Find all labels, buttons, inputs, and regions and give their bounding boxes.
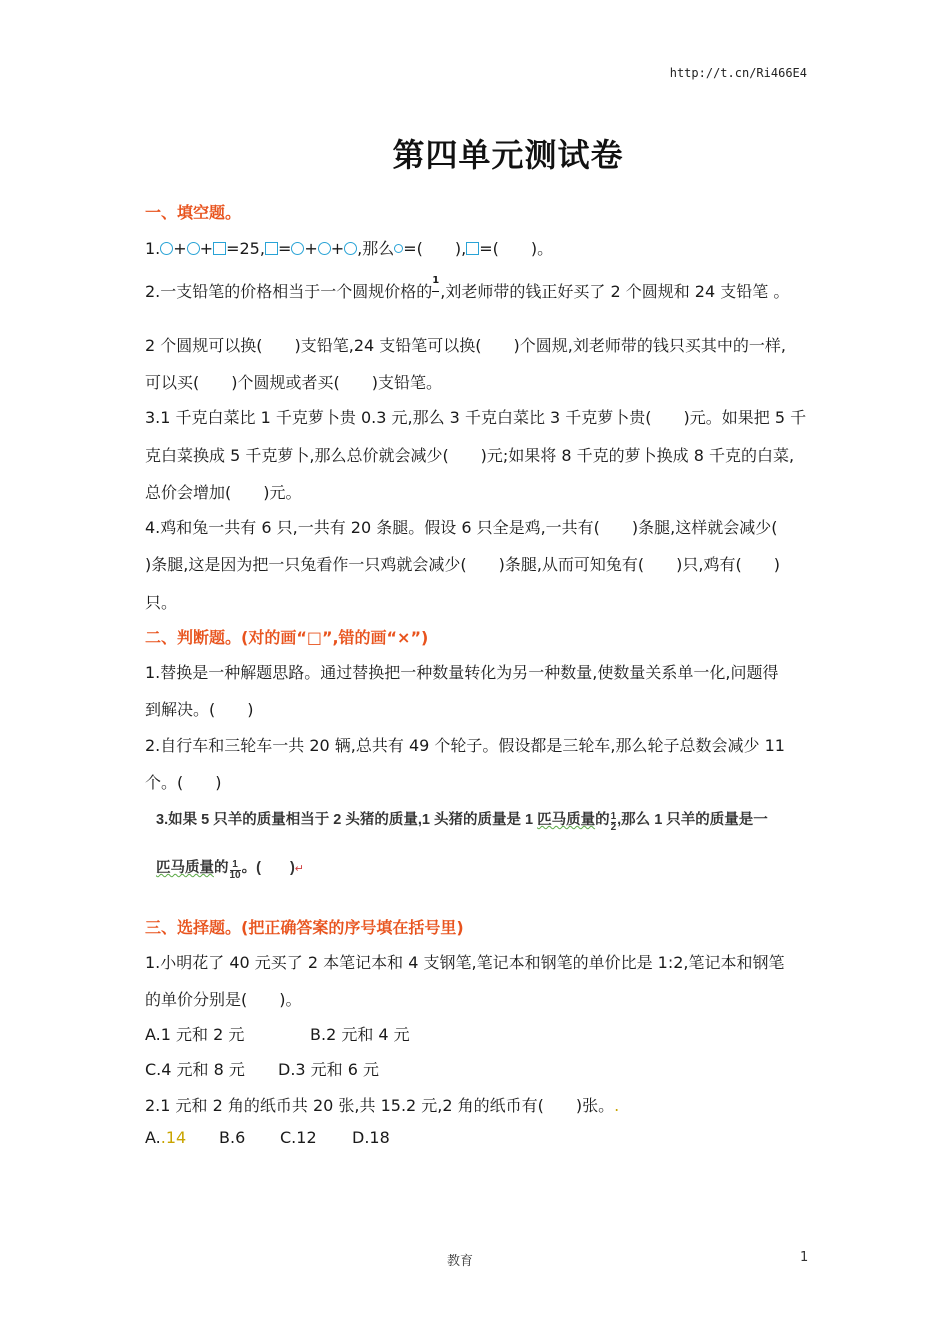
question-3-2-line1 [145,1093,619,1116]
question-3-1-line2: 的单价分别是( )。 [145,990,302,1009]
section-heading-multiple-choice: 三、选择题。(把正确答案的序号填在括号里) [145,918,464,937]
q-text-underlined: 匹马质量 [156,860,214,876]
question-1-2-line2: 2 个圆规可以换( )支铅笔,24 支铅笔可以换( )个圆规,刘老师带的钱只买其中的一样, [145,336,786,355]
option-d: D.18 [352,1128,390,1147]
section-heading-fill-in: 一、填空题。 [145,203,242,222]
question-1-2-line3: 可以买( )个圆规或者买( )支铅笔。 [145,373,442,392]
question-1-3-line1: 3.1 千克白菜比 1 千克萝卜贵 0.3 元,那么 3 千克白菜比 3 千克萝卜贵( )元。如果把 5 千 [145,408,807,427]
plus-text: + [330,239,345,258]
question-1-4-line3: 只。 [145,593,178,612]
fraction-numerator: 1 [230,860,241,871]
equals-text: = [277,239,292,258]
footer-text: 教育 [447,1254,474,1269]
q-text: 的 [214,860,229,876]
fraction-numerator: 1 [432,275,440,286]
square-icon [265,242,278,255]
circle-icon [344,242,357,255]
option-d: D.3 元和 6 元 [278,1060,380,1079]
plus-text: + [199,239,214,258]
q-text: 的 [595,812,610,828]
fraction-numerator: 1 [610,811,617,822]
question-2-3-line2 [156,856,304,881]
mark-dot: . [614,1096,620,1115]
square-icon [466,242,479,255]
plus-text: + [173,239,187,258]
question-3-1-line1: 1.小明花了 40 元买了 2 本笔记本和 4 支钢笔,笔记本和钢笔的单价比是 1:2,笔记本和钢笔 [145,953,785,972]
option-c: C.4 元和 8 元 [145,1060,245,1079]
option-a: A.1 元和 2 元 [145,1025,245,1044]
option-c: C.12 [280,1128,317,1147]
question-1-3-line3: 总价会增加( )元。 [145,483,302,502]
circle-icon [394,244,403,253]
fraction-bar [432,291,439,292]
question-2-3-line1 [156,808,768,833]
return-mark-icon: ↵ [294,863,305,875]
question-2-2-line1: 2.自行车和三轮车一共 20 辆,总共有 49 个轮子。假设都是三轮车,那么轮子总数会减少 11 [145,736,785,755]
fraction-denominator: 2 [610,822,617,833]
circle-icon [160,242,173,255]
header-url: http://t.cn/Ri466E4 [669,66,807,80]
option-a [145,1128,186,1147]
q-text: 2.一支铅笔的价格相当于一个圆规价格的 [145,282,433,301]
q-text: ,那么 1 只羊的质量是一 [617,812,768,828]
square-icon [213,242,226,255]
fraction-denominator: 10 [229,870,241,881]
question-1-1 [145,236,553,259]
fraction [230,860,241,881]
circle-icon [318,242,331,255]
q-text: 3.如果 5 只羊的质量相当于 2 头猪的质量,1 头猪的质量是 1 [156,812,538,828]
fraction [611,812,617,833]
equals-text: =25, [226,239,265,258]
page-title: 第四单元测试卷 [392,136,624,174]
option-b: B.2 元和 4 元 [310,1025,410,1044]
circle-icon [187,242,200,255]
option-b: B.6 [219,1128,246,1147]
question-2-2-line2: 个。( ) [145,773,222,792]
page-number: 1 [800,1250,809,1265]
question-1-2-line1 [145,275,790,302]
plus-text: + [304,239,318,258]
question-1-4-line2: )条腿,这是因为把一只兔看作一只鸡就会减少( )条腿,从而可知兔有( )只,鸡有( ) [145,555,780,574]
section-heading-true-false: 二、判断题。(对的画“□”,错的画“×”) [145,628,429,647]
answer-blank-text: =( )。 [479,239,554,258]
option-label: A. [145,1128,161,1147]
q-text: ,刘老师带的钱正好买了 2 个圆规和 24 支铅笔 。 [440,282,790,301]
q-number: 1. [145,239,161,258]
q-text: 2.1 元和 2 角的纸币共 20 张,共 15.2 元,2 角的纸币有( )张。 [145,1096,615,1115]
answer-blank-text: =( ), [403,239,467,258]
question-1-3-line2: 克白菜换成 5 千克萝卜,那么总价就会减少( )元;如果将 8 千克的萝卜换成 8 千克的白菜, [145,446,795,465]
fraction [432,275,440,299]
question-1-4-line1: 4.鸡和兔一共有 6 只,一共有 20 条腿。假设 6 只全是鸡,一共有( )条腿,这样就会减少( [145,518,778,537]
q-text-underlined: 匹马质量 [537,812,596,828]
clause-text: ,那么 [357,239,395,258]
question-2-1-line2: 到解决。( ) [145,700,254,719]
question-2-1-line1: 1.替换是一种解题思路。通过替换把一种数量转化为另一种数量,使数量关系单一化,问题得 [145,663,779,682]
circle-icon [291,242,304,255]
option-value: .14 [160,1128,187,1147]
q-text: 。( ) [241,860,295,876]
